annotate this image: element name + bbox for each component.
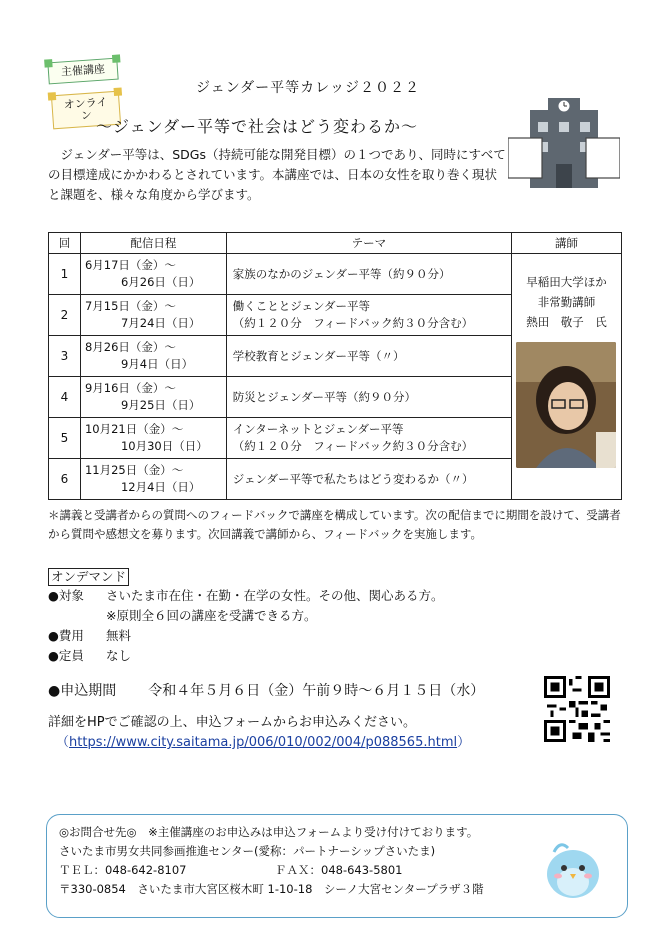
bird-mascot-icon <box>540 836 606 902</box>
page-subtitle: 〜ジェンダー平等で社会はどう変わるか〜 <box>96 117 419 136</box>
session-theme: 学校教育とジェンダー平等（〃） <box>226 336 511 377</box>
session-theme: 家族のなかのジェンダー平等（約９０分） <box>226 254 511 295</box>
session-date: 8月26日（金）〜 9月4日（日） <box>80 336 226 377</box>
column-header-date: 配信日程 <box>80 233 226 254</box>
capacity-row <box>48 647 131 665</box>
apply-url-line: （https://www.city.saitama.jp/006/010/002/004/p088565.html） <box>56 735 471 750</box>
contact-heading: ◎お問合せ先◎ ※主催講座のお申込みは申込フォームより受け付けております。 <box>59 825 479 839</box>
pin-icon <box>44 59 53 68</box>
qr-code-icon[interactable] <box>544 676 610 742</box>
target-row <box>48 587 444 605</box>
capacity-label: ●定員 <box>48 648 84 663</box>
apply-url-link[interactable]: https://www.city.saitama.jp/006/010/002/004/p088565.html <box>69 735 458 750</box>
column-header-lecturer: 講師 <box>511 233 621 254</box>
contact-center-name: さいたま市男女共同参画推進センター(愛称：パートナーシップさいたま) <box>59 844 436 858</box>
ondemand-label: オンデマンド <box>48 568 129 586</box>
session-theme: インターネットとジェンダー平等 （約１２０分 フィードバック約３０分含む） <box>226 418 511 459</box>
session-date: 6月17日（金）〜 6月26日（日） <box>80 254 226 295</box>
school-building-icon <box>508 92 620 188</box>
pin-icon <box>112 54 121 63</box>
lecturer-name: 熱田 敬子 氏 <box>526 315 607 329</box>
lecturer-photo <box>516 342 616 468</box>
contact-tel: ＴＥＬ：048-642-8107 <box>59 863 187 877</box>
apply-label: ●申込期間 <box>48 683 117 699</box>
session-number: 4 <box>49 377 81 418</box>
contact-phone-fax <box>59 861 615 880</box>
application-period <box>48 680 484 700</box>
column-header-no: 回 <box>49 233 81 254</box>
lecturer-position: 非常勤講師 <box>537 295 596 309</box>
session-date: 7月15日（金）〜 7月24日（日） <box>80 295 226 336</box>
session-theme: ジェンダー平等で私たちはどう変わるか（〃） <box>226 459 511 500</box>
target-label: ●対象 <box>48 588 84 603</box>
event-title: ジェンダー平等カレッジ２０２２ <box>196 80 421 96</box>
session-number: 1 <box>49 254 81 295</box>
sponsor-tag <box>47 58 118 85</box>
online-tag-label: オンライン <box>63 95 108 123</box>
capacity-value: なし <box>106 648 132 663</box>
fee-row <box>48 627 131 645</box>
pin-icon <box>114 87 123 96</box>
contact-address: 〒330-0854 さいたま市大宮区桜木町 1-10-18 シーノ大宮センタープラザ３階 <box>59 882 484 896</box>
pin-icon <box>48 92 57 101</box>
session-number: 6 <box>49 459 81 500</box>
session-date: 10月21日（金）〜 10月30日（日） <box>80 418 226 459</box>
session-date: 9月16日（金）〜 9月25日（日） <box>80 377 226 418</box>
feedback-note: ＊講義と受講者からの質問へのフィードバックで講座を構成しています。次の配信までに期間を設けて、受講者から質問や感想文を募ります。次回講義で講師から、フィードバックを実施します。 <box>48 508 621 541</box>
apply-instructions: 詳細をHPでご確認の上、申込フォームからお申込みください。 <box>48 715 416 730</box>
schedule-table <box>48 232 622 500</box>
table-row <box>49 254 622 295</box>
contact-fax: ＦＡＸ：048-643-5801 <box>275 863 403 877</box>
intro-paragraph: ジェンダー平等は、SDGs（持続可能な開発目標）の１つであり、同時にすべての目標達成にかかわるとされています。本講座では、日本の女性を取り巻く現状と課題を、様々な角度から学びます。 <box>48 147 506 202</box>
lecturer-cell <box>511 254 621 500</box>
session-number: 2 <box>49 295 81 336</box>
session-theme: 防災とジェンダー平等（約９０分） <box>226 377 511 418</box>
session-theme: 働くこととジェンダー平等 （約１２０分 フィードバック約３０分含む） <box>226 295 511 336</box>
session-number: 5 <box>49 418 81 459</box>
table-header-row <box>49 233 622 254</box>
fee-value: 無料 <box>106 628 132 643</box>
target-note: ※原則全６回の講座を受講できる方。 <box>106 608 317 623</box>
session-date: 11月25日（金）〜 12月4日（日） <box>80 459 226 500</box>
column-header-theme: テーマ <box>226 233 511 254</box>
apply-period: 令和４年５月６日（金）午前９時〜６月１５日（水） <box>148 683 485 699</box>
fee-label: ●費用 <box>48 628 84 643</box>
session-number: 3 <box>49 336 81 377</box>
lecturer-affiliation: 早稲田大学ほか <box>526 275 607 289</box>
target-value: さいたま市在住・在勤・在学の女性。その他、関心ある方。 <box>106 588 444 603</box>
sponsor-tag-label: 主催講座 <box>60 62 106 79</box>
